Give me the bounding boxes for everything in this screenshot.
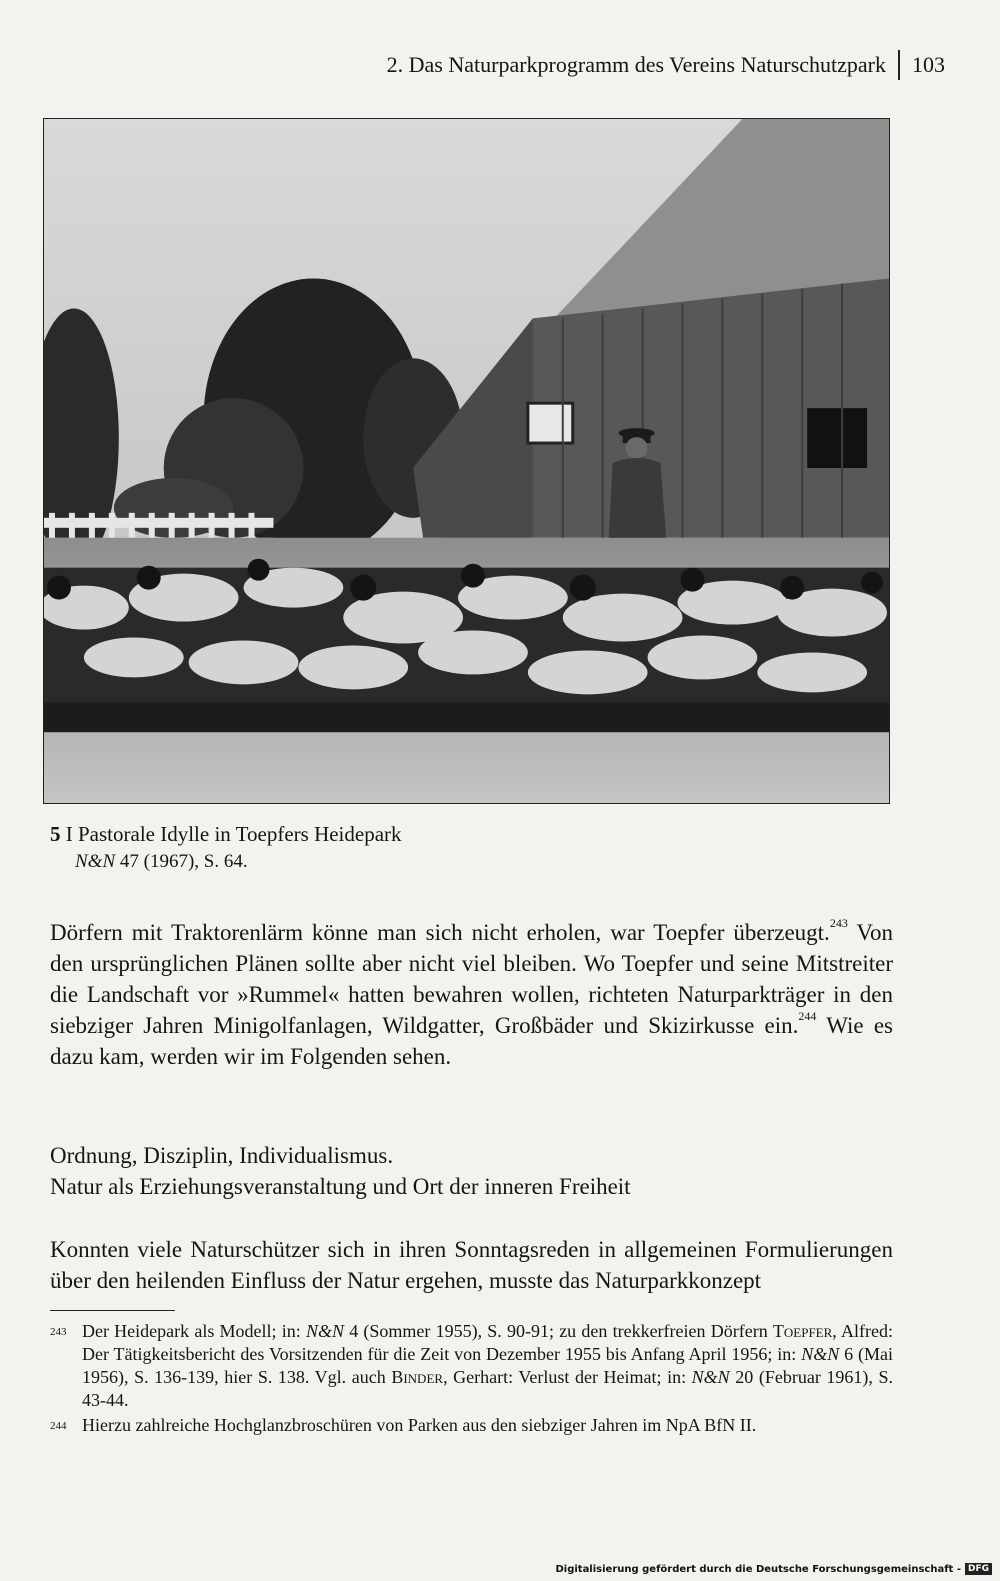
flock-of-sheep [44,559,889,732]
digitization-footer [555,1563,992,1575]
paragraph-1-text-a: Dörfern mit Traktorenlärm könne man sich nicht erholen, war Toepfer überzeugt. [50,920,830,945]
paragraph-1-text-c: Wie es dazu kam, werden wir im Folgenden sehen. [50,1013,893,1069]
running-title: 2. Das Naturparkprogramm des Vereins Naturschutzpark [386,52,886,77]
body-paragraph-1 [50,917,893,1072]
source-journal: N&N [75,851,116,872]
source-detail: 47 (1967), S. 64. [115,851,248,872]
footnote-ref-243[interactable]: 243 [829,916,848,930]
body-paragraph-2 [50,1234,893,1296]
footnote-ref-244[interactable]: 244 [798,1009,817,1023]
footnote-text: Der Heidepark als Modell; in: N&N 4 (Sommer 1955), S. 90-91; zu den trekkerfreien Dörfern Toepfer, Alfred: Der Tätigkeitsbericht des Vorsitzenden für die Zeit von Dezember 1955 bis Anfang April 1956; in: N&N 6 (Mai 1956), S. 136-139, hier S. 138. Vgl. auch Binder, Gerhart: Verlust der Heimat; in: N&N 20 (Februar 1961), S. 43-44. [82,1321,893,1410]
caption-source [50,848,402,876]
footnote-244 [50,1414,893,1438]
footnote-243 [50,1320,893,1412]
paragraph-2-text: Konnten viele Naturschützer sich in ihren Sonntagsreden in allgemeinen Formulierungen über den heilenden Einfluss der Natur ergehen, musste das Naturparkkonzept [50,1237,893,1293]
section-heading-line-1: Ordnung, Disziplin, Individualismus. [50,1143,394,1168]
footer-text: Digitalisierung gefördert durch die Deutsche Forschungsgemeinschaft - [555,1563,961,1575]
barn-window [528,403,573,443]
barn-opening [807,408,867,468]
dfg-logo: DFG [965,1563,992,1575]
caption-separator: I [60,822,78,846]
footnote-text: Hierzu zahlreiche Hochglanzbroschüren von Parken aus den siebziger Jahren im NpA BfN II. [82,1415,757,1435]
header-separator [898,50,900,80]
section-heading [50,1140,631,1202]
footnote-number: 244 [50,1420,67,1432]
photograph-sheep-barn [43,118,890,804]
section-heading-line-2: Natur als Erziehungsveranstaltung und Ort der inneren Freiheit [50,1174,631,1199]
footnotes [50,1320,893,1438]
page-number: 103 [912,52,945,77]
figure-caption [50,820,402,876]
paragraph-1-text-b: Von den ursprünglichen Plänen sollte aber nicht viel bleiben. Wo Toepfer und seine Mitstreiter die Landschaft vor »Rummel« hatten bewahren wollen, richteten Naturparkträger in den siebziger Jahren Minigolfanlagen, Wildgatter, Großbäder und Skizirkusse ein. [50,920,893,1038]
caption-number: 5 [50,822,61,846]
footnote-rule [50,1310,175,1311]
photo-illustration [44,119,889,803]
running-header [387,50,945,80]
caption-text: Pastorale Idylle in Toepfers Heidepark [78,822,402,846]
footnote-number: 243 [50,1326,67,1338]
